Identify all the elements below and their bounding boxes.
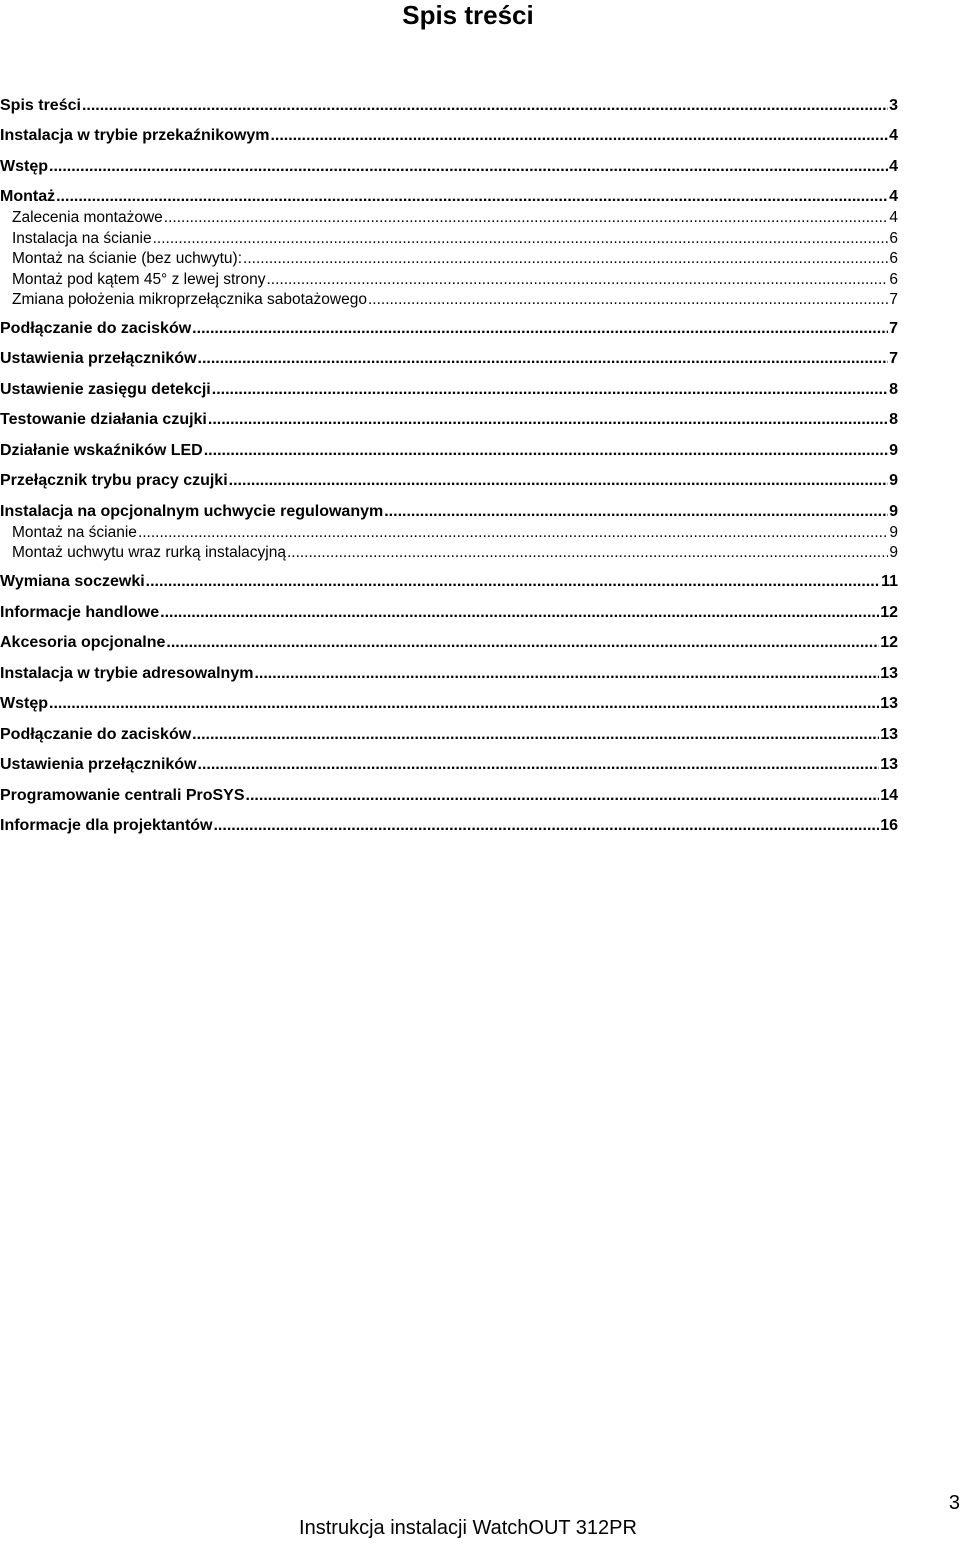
toc-entry-label: Wstęp	[0, 695, 48, 712]
toc-entry[interactable]	[0, 410, 898, 430]
toc-subentry[interactable]	[0, 249, 898, 269]
toc-entry-label: Montaż uchwytu wraz rurką instalacyjną	[12, 544, 286, 561]
toc-entry-page: 8	[889, 411, 898, 428]
toc-leader-dots	[146, 572, 880, 592]
toc-leader-dots	[270, 126, 888, 146]
toc-entry[interactable]	[0, 572, 898, 592]
toc-entry-label: Wstęp	[0, 158, 48, 175]
toc-leader-dots	[49, 157, 888, 177]
toc-leader-dots	[204, 441, 888, 461]
toc-entry-page: 9	[889, 544, 898, 561]
toc-leader-dots	[254, 664, 879, 684]
toc-leader-dots	[246, 786, 880, 806]
toc-entry-page: 9	[889, 503, 898, 520]
toc-entry-page: 4	[889, 158, 898, 175]
toc-entry-page: 4	[889, 127, 898, 144]
toc-entry-label: Montaż	[0, 188, 56, 205]
toc-entry-label: Testowanie działania czujki	[0, 411, 207, 428]
toc-leader-dots	[192, 725, 879, 745]
toc-entry[interactable]	[0, 349, 898, 369]
toc-entry-page: 7	[889, 291, 898, 308]
toc-leader-dots	[213, 816, 879, 836]
toc-entry-page: 4	[889, 209, 898, 226]
toc-leader-dots	[164, 208, 889, 228]
toc-entry[interactable]	[0, 380, 898, 400]
toc-leader-dots	[56, 187, 888, 207]
toc-leader-dots	[243, 249, 888, 269]
toc-entry[interactable]	[0, 502, 898, 522]
toc-entry[interactable]	[0, 96, 898, 116]
toc-entry[interactable]	[0, 187, 898, 207]
toc-entry[interactable]	[0, 664, 898, 684]
toc-entry[interactable]	[0, 126, 898, 146]
toc-entry-page: 14	[880, 787, 898, 804]
toc-entry-label: Instalacja w trybie przekaźnikowym	[0, 127, 270, 144]
toc-entry-label: Informacje dla projektantów	[0, 817, 213, 834]
toc-entry-page: 6	[889, 250, 898, 267]
toc-entry-page: 6	[889, 271, 898, 288]
toc-entry-label: Ustawienia przełączników	[0, 756, 197, 773]
toc-entry[interactable]	[0, 157, 898, 177]
toc-subentry[interactable]	[0, 229, 898, 249]
toc-entry-label: Montaż pod kątem 45° z lewej strony	[12, 271, 266, 288]
toc-entry-page: 7	[889, 350, 898, 367]
toc-leader-dots	[49, 694, 879, 714]
toc-leader-dots	[153, 229, 889, 249]
toc-entry[interactable]	[0, 471, 898, 491]
toc-entry[interactable]	[0, 725, 898, 745]
toc-entry-page: 9	[889, 524, 898, 541]
toc-entry-page: 16	[880, 817, 898, 834]
toc-entry[interactable]	[0, 441, 898, 461]
toc-entry-label: Podłączanie do zacisków	[0, 726, 192, 743]
toc-entry-page: 11	[881, 573, 898, 590]
toc-subentry[interactable]	[0, 270, 898, 290]
toc-subentry[interactable]	[0, 290, 898, 310]
toc-subentry[interactable]	[0, 523, 898, 543]
toc-entry-page: 9	[889, 442, 898, 459]
toc-entry-label: Instalacja w trybie adresowalnym	[0, 665, 254, 682]
toc-entry-page: 13	[880, 756, 898, 773]
toc-entry-label: Ustawienia przełączników	[0, 350, 197, 367]
toc-entry-page: 6	[889, 230, 898, 247]
toc-entry[interactable]	[0, 755, 898, 775]
toc-entry-label: Programowanie centrali ProSYS	[0, 787, 245, 804]
toc-leader-dots	[192, 319, 888, 339]
toc-leader-dots	[160, 603, 879, 623]
toc-leader-dots	[287, 543, 888, 563]
toc-entry-page: 12	[880, 634, 898, 651]
toc-entry-label: Instalacja na ścianie	[12, 230, 152, 247]
toc-entry-page: 7	[889, 320, 898, 337]
toc-entry-label: Działanie wskaźników LED	[0, 442, 203, 459]
toc-entry-label: Zalecenia montażowe	[12, 209, 163, 226]
toc-entry-label: Wymiana soczewki	[0, 573, 145, 590]
toc-entry[interactable]	[0, 816, 898, 836]
toc-entry[interactable]	[0, 694, 898, 714]
toc-leader-dots	[138, 523, 888, 543]
document-footer: Instrukcja instalacji WatchOUT 312PR	[299, 1517, 637, 1539]
toc-leader-dots	[266, 270, 888, 290]
toc-leader-dots	[208, 410, 888, 430]
toc-entry-label: Akcesoria opcjonalne	[0, 634, 166, 651]
toc-entry-label: Ustawienie zasięgu detekcji	[0, 381, 211, 398]
toc-entry-label: Montaż na ścianie	[12, 524, 137, 541]
toc-leader-dots	[166, 633, 879, 653]
toc-entry-label: Podłączanie do zacisków	[0, 320, 192, 337]
toc-leader-dots	[212, 380, 888, 400]
page-number: 3	[948, 1492, 960, 1514]
toc-entry-label: Instalacja na opcjonalnym uchwycie regulowanym	[0, 503, 384, 520]
toc-leader-dots	[198, 755, 880, 775]
toc-entry-page: 8	[889, 381, 898, 398]
toc-leader-dots	[198, 349, 889, 369]
toc-entry-page: 13	[880, 695, 898, 712]
toc-leader-dots	[384, 502, 888, 522]
toc-subentry[interactable]	[0, 208, 898, 228]
toc-entry[interactable]	[0, 603, 898, 623]
toc-entry-page: 9	[889, 472, 898, 489]
toc-entry-page: 3	[889, 97, 898, 114]
toc-entry-page: 13	[880, 665, 898, 682]
toc-entry[interactable]	[0, 633, 898, 653]
toc-entry-page: 13	[880, 726, 898, 743]
toc-entry[interactable]	[0, 319, 898, 339]
toc-leader-dots	[368, 290, 888, 310]
page-title: Spis treści	[402, 0, 534, 30]
toc-entry-page: 4	[889, 188, 898, 205]
toc-entry-label: Montaż na ścianie (bez uchwytu):	[12, 250, 243, 267]
toc-leader-dots	[229, 471, 888, 491]
toc-entry-label: Spis treści	[0, 97, 81, 114]
toc-leader-dots	[82, 96, 888, 116]
toc-entry-label: Przełącznik trybu pracy czujki	[0, 472, 228, 489]
toc-entry[interactable]	[0, 786, 898, 806]
toc-entry-page: 12	[880, 604, 898, 621]
toc-subentry[interactable]	[0, 543, 898, 563]
toc-entry-label: Zmiana położenia mikroprzełącznika sabotażowego	[12, 291, 367, 308]
toc-entry-label: Informacje handlowe	[0, 604, 160, 621]
